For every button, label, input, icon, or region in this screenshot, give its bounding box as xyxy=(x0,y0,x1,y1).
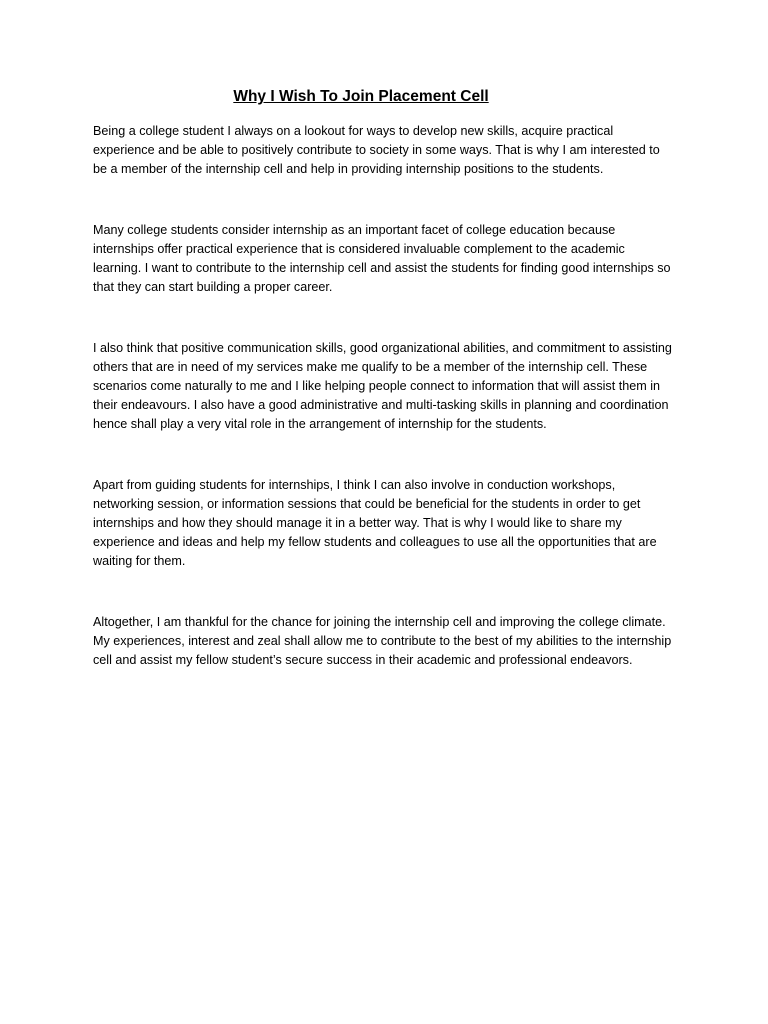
document-body xyxy=(93,122,675,712)
paragraph-4: Apart from guiding students for internships, I think I can also involve in conduction workshops, networking session, or information sessions that could be beneficial for the students in order to get internships and how they should manage it in a better way. That is why I would like to share my experience and ideas and help my fellow students and colleagues to use all the opportunities that are waiting for them. xyxy=(93,478,657,568)
paragraph-5: Altogether, I am thankful for the chance for joining the internship cell and improving the college climate. My experiences, interest and zeal shall allow me to contribute to the best of my abilities to the internship cell and assist my fellow student’s secure success in their academic and professional endeavors. xyxy=(93,615,672,667)
document-title: Why I Wish To Join Placement Cell xyxy=(233,88,489,105)
paragraph-1: Being a college student I always on a lookout for ways to develop new skills, acquire practical experience and be able to positively contribute to society in some ways. That is why I am interested to be a member of the internship cell and help in providing internship positions to the students. xyxy=(93,124,660,176)
paragraph-3: I also think that positive communication skills, good organizational abilities, and commitment to assisting others that are in need of my services make me qualify to be a member of the internship cell. These scenarios come naturally to me and I like helping people connect to information that will assist them in their endeavours. I also have a good administrative and multi-tasking skills in planning and coordination hence shall play a very vital role in the arrangement of internship for the students. xyxy=(93,341,672,431)
paragraph-2: Many college students consider internship as an important facet of college education because internships offer practical experience that is considered invaluable complement to the academic learning. I want to contribute to the internship cell and assist the students for finding good internships so that they can start building a proper career. xyxy=(93,223,671,294)
